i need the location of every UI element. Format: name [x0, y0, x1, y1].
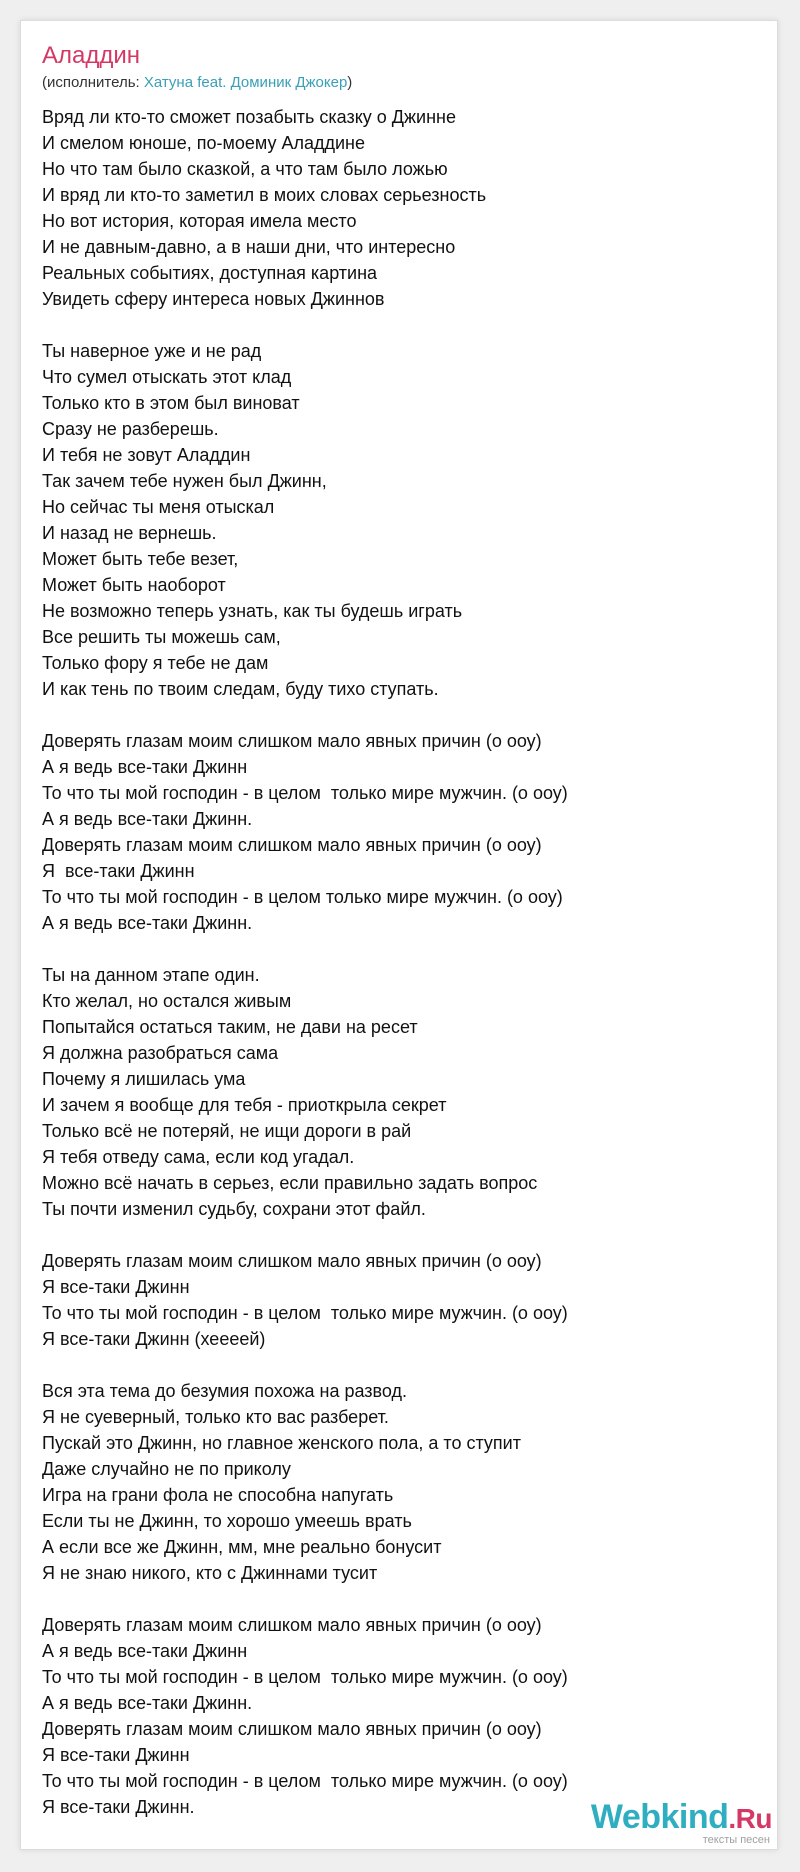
lyric-line: Не возможно теперь узнать, как ты будешь играть: [42, 601, 463, 621]
lyric-line: Вряд ли кто-то сможет позабыть сказку о Джинне: [42, 107, 456, 127]
lyric-line: Но что там было сказкой, а что там было ложью: [42, 159, 448, 179]
lyric-line: Что сумел отыскать этот клад: [42, 367, 292, 387]
lyric-line: Реальных событиях, доступная картина: [42, 263, 378, 283]
lyric-line: Увидеть сферу интереса новых Джиннов: [42, 289, 385, 309]
lyric-line: Все решить ты можешь сам,: [42, 627, 281, 647]
lyric-line: А я ведь все-таки Джинн: [42, 1641, 248, 1661]
lyric-line: Доверять глазам моим слишком мало явных причин (о ооу): [42, 835, 542, 855]
lyric-line: И тебя не зовут Аладдин: [42, 445, 251, 465]
lyric-line: То что ты мой господин - в целом только мире мужчин. (о ооу): [42, 1303, 568, 1323]
logo-wordmark: [591, 1799, 772, 1837]
lyric-line: Только всё не потеряй, не ищи дороги в рай: [42, 1121, 412, 1141]
lyric-line: Только кто в этом был виноват: [42, 393, 300, 413]
lyric-line: И не давным-давно, а в наши дни, что интересно: [42, 237, 456, 257]
lyric-line: Доверять глазам моим слишком мало явных причин (о ооу): [42, 1719, 542, 1739]
lyric-line: И смелом юноше, по-моему Аладдине: [42, 133, 365, 153]
lyric-line: Можно всё начать в серьез, если правильно задать вопрос: [42, 1173, 538, 1193]
performer-suffix: ): [347, 74, 353, 91]
lyric-line: И как тень по твоим следам, буду тихо ступать.: [42, 679, 439, 699]
performer-link[interactable]: Хатуна feat. Доминик Джокер: [143, 74, 348, 91]
lyric-line: Сразу не разберешь.: [42, 419, 219, 439]
lyric-line: Пускай это Джинн, но главное женского пола, а то ступит: [42, 1433, 521, 1453]
lyric-line: Ты почти изменил судьбу, сохрани этот файл.: [42, 1199, 426, 1219]
lyric-line: Вся эта тема до безумия похожа на развод.: [42, 1381, 408, 1401]
lyric-line: Может быть тебе везет,: [42, 549, 239, 569]
lyrics-stanza: [42, 962, 742, 1222]
lyric-line: А я ведь все-таки Джинн.: [42, 1693, 253, 1713]
lyrics-stanza: [42, 728, 742, 936]
lyric-line: Я тебя отведу сама, если код угадал.: [42, 1147, 355, 1167]
lyric-line: А я ведь все-таки Джинн.: [42, 809, 253, 829]
lyric-line: А если все же Джинн, мм, мне реально бонусит: [42, 1537, 442, 1557]
lyric-line: Доверять глазам моим слишком мало явных причин (о ооу): [42, 1615, 542, 1635]
lyric-line: Но вот история, которая имела место: [42, 211, 357, 231]
lyrics-stanza: [42, 1612, 742, 1820]
performer-line: [42, 74, 352, 92]
logo-domain-text: .Ru: [728, 1803, 772, 1834]
performer-prefix: (исполнитель:: [42, 74, 144, 91]
lyrics-stanza: [42, 1378, 742, 1586]
lyric-line: То что ты мой господин - в целом только мире мужчин. (о ооу): [42, 1667, 568, 1687]
lyrics-stanza: [42, 1248, 742, 1352]
lyric-line: Только фору я тебе не дам: [42, 653, 269, 673]
lyrics-text: [42, 104, 742, 1820]
lyric-line: И зачем я вообще для тебя - приоткрыла секрет: [42, 1095, 447, 1115]
lyric-line: То что ты мой господин - в целом только мире мужчин. (о ооу): [42, 1771, 568, 1791]
lyric-line: Я все-таки Джинн.: [42, 1797, 195, 1817]
lyric-line: То что ты мой господин - в целом только мире мужчин. (о ооу): [42, 783, 568, 803]
lyrics-stanza: [42, 338, 742, 702]
song-title: Аладдин: [42, 42, 141, 69]
lyric-line: То что ты мой господин - в целом только мире мужчин. (о ооу): [42, 887, 563, 907]
lyric-line: А я ведь все-таки Джинн.: [42, 913, 253, 933]
lyric-line: Я все-таки Джинн: [42, 861, 195, 881]
logo-main-text: Webkind: [590, 1798, 729, 1836]
lyric-line: Почему я лишилась ума: [42, 1069, 246, 1089]
lyrics-stanza: [42, 104, 742, 312]
lyric-line: Доверять глазам моим слишком мало явных причин (о ооу): [42, 1251, 542, 1271]
lyric-line: Я все-таки Джинн: [42, 1277, 190, 1297]
lyric-line: Попытайся остаться таким, не дави на ресет: [42, 1017, 418, 1037]
lyric-line: Если ты не Джинн, то хорошо умеешь врать: [42, 1511, 412, 1531]
lyric-line: А я ведь все-таки Джинн: [42, 757, 248, 777]
lyric-line: Я не знаю никого, кто с Джиннами тусит: [42, 1563, 378, 1583]
lyric-line: Даже случайно не по приколу: [42, 1459, 291, 1479]
lyric-line: Так зачем тебе нужен был Джинн,: [42, 471, 327, 491]
lyric-line: Я должна разобраться сама: [42, 1043, 279, 1063]
lyric-line: И назад не вернешь.: [42, 523, 217, 543]
lyric-line: Я все-таки Джинн (хеееей): [42, 1329, 266, 1349]
lyric-line: Игра на грани фола не способна напугать: [42, 1485, 394, 1505]
logo-tagline: тексты песен: [702, 1834, 770, 1846]
lyric-line: Кто желал, но остался живым: [42, 991, 292, 1011]
lyric-line: Я все-таки Джинн: [42, 1745, 190, 1765]
lyric-line: Может быть наоборот: [42, 575, 226, 595]
lyric-line: Ты на данном этапе один.: [42, 965, 260, 985]
lyric-line: И вряд ли кто-то заметил в моих словах серьезность: [42, 185, 487, 205]
lyric-line: Ты наверное уже и не рад: [42, 341, 262, 361]
lyric-line: Но сейчас ты меня отыскал: [42, 497, 275, 517]
site-logo[interactable]: [591, 1799, 772, 1846]
lyric-line: Я не суеверный, только кто вас разберет.: [42, 1407, 389, 1427]
lyric-line: Доверять глазам моим слишком мало явных причин (о ооу): [42, 731, 542, 751]
